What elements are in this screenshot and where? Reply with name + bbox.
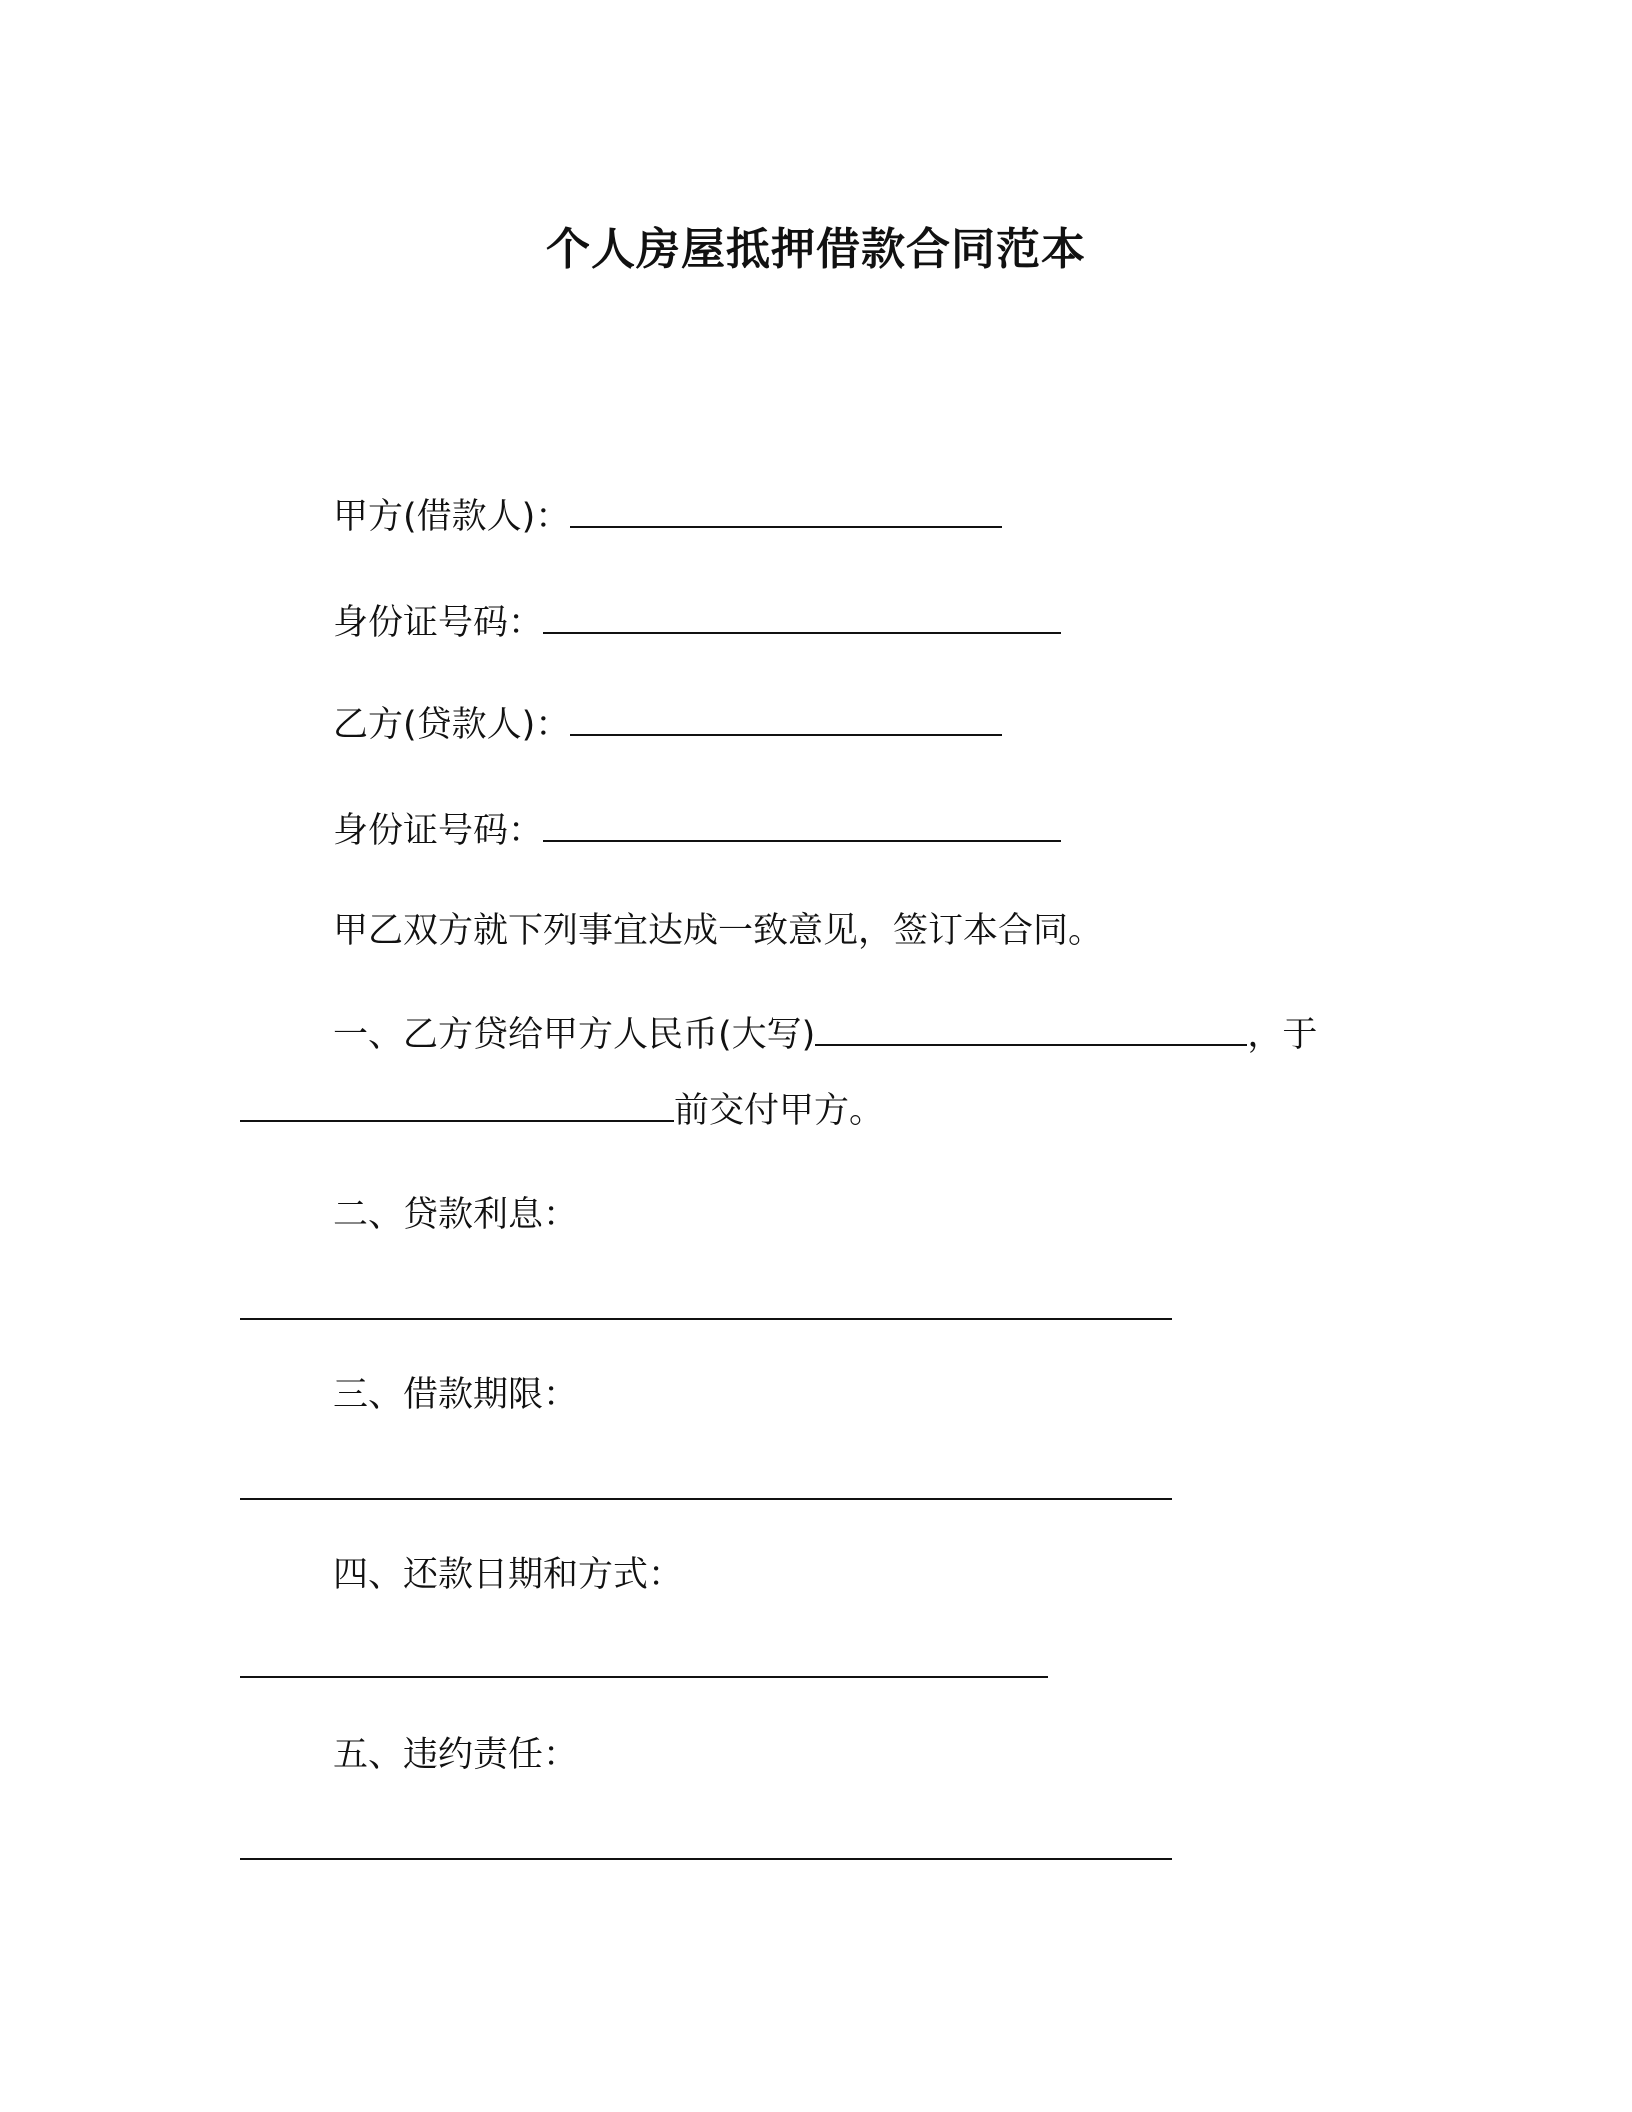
id-number-a-label: 身份证号码： bbox=[333, 603, 544, 643]
id-number-b-label: 身份证号码： bbox=[333, 811, 544, 851]
id-number-a-row bbox=[333, 600, 1061, 646]
id-number-a-blank[interactable] bbox=[543, 602, 1061, 634]
party-b-row bbox=[333, 702, 1002, 748]
clause1-text: 一、乙方贷给甲方人民币(大写) bbox=[333, 1015, 816, 1055]
document-title: 个人房屋抵押借款合同范本 bbox=[546, 224, 1086, 275]
clause2-blank[interactable] bbox=[240, 1318, 1172, 1320]
clause2-heading: 二、贷款利息： bbox=[333, 1195, 579, 1235]
clause1-end: 前交付甲方。 bbox=[674, 1091, 885, 1131]
clause4-heading: 四、还款日期和方式： bbox=[333, 1555, 684, 1595]
loan-amount-blank[interactable] bbox=[815, 1014, 1247, 1046]
clause5-blank[interactable] bbox=[240, 1858, 1172, 1860]
clause1-row bbox=[333, 1012, 1317, 1058]
clause3-heading: 三、借款期限： bbox=[333, 1375, 579, 1415]
id-number-b-row bbox=[333, 808, 1061, 854]
agreement-intro: 甲乙双方就下列事宜达成一致意见，签订本合同。 bbox=[333, 911, 1104, 951]
id-number-b-blank[interactable] bbox=[543, 810, 1061, 842]
clause1-continuation bbox=[240, 1088, 884, 1134]
party-a-row bbox=[333, 494, 1002, 540]
clause4-blank[interactable] bbox=[240, 1676, 1048, 1678]
party-a-label: 甲方(借款人)： bbox=[333, 497, 571, 537]
delivery-date-blank[interactable] bbox=[240, 1090, 674, 1122]
party-b-label: 乙方(贷款人)： bbox=[333, 705, 571, 745]
clause5-heading: 五、违约责任： bbox=[333, 1735, 579, 1775]
party-a-blank[interactable] bbox=[570, 496, 1002, 528]
clause1-comma: ，于 bbox=[1247, 1015, 1318, 1055]
clause3-blank[interactable] bbox=[240, 1498, 1172, 1500]
party-b-blank[interactable] bbox=[570, 704, 1002, 736]
